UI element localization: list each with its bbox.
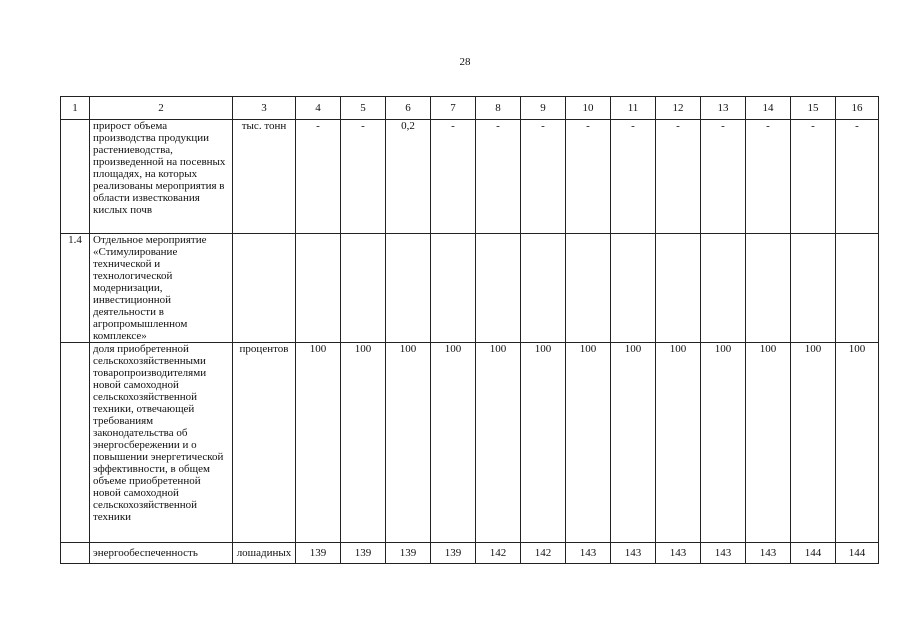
value-cell — [431, 234, 476, 343]
value-cell: 100 — [296, 343, 341, 543]
column-header: 10 — [566, 97, 611, 120]
indicators-table — [60, 96, 879, 564]
indicator-description: энергообеспеченность — [90, 543, 233, 564]
value-cell: 143 — [746, 543, 791, 564]
column-header: 7 — [431, 97, 476, 120]
value-cell: 100 — [431, 343, 476, 543]
value-cell — [836, 234, 879, 343]
column-header: 11 — [611, 97, 656, 120]
value-cell: 100 — [611, 343, 656, 543]
row-number — [61, 343, 90, 543]
column-header: 1 — [61, 97, 90, 120]
value-cell: - — [296, 120, 341, 234]
table-row — [61, 343, 879, 543]
column-header: 9 — [521, 97, 566, 120]
unit-cell — [233, 234, 296, 343]
unit-cell: процентов — [233, 343, 296, 543]
value-cell: - — [701, 120, 746, 234]
header-row — [61, 97, 879, 120]
value-cell: 143 — [566, 543, 611, 564]
value-cell: 142 — [521, 543, 566, 564]
column-header: 2 — [90, 97, 233, 120]
value-cell: 100 — [476, 343, 521, 543]
column-header: 15 — [791, 97, 836, 120]
column-header: 13 — [701, 97, 746, 120]
value-cell: - — [566, 120, 611, 234]
column-header: 5 — [341, 97, 386, 120]
value-cell: 139 — [386, 543, 431, 564]
indicator-description: Отдельное мероприятие «Стимулирование технической и технологической модернизации, инвестиционной деятельности в агропромышленном комплексе» — [90, 234, 233, 343]
value-cell: - — [611, 120, 656, 234]
value-cell: - — [836, 120, 879, 234]
value-cell: - — [656, 120, 701, 234]
value-cell — [611, 234, 656, 343]
column-header: 16 — [836, 97, 879, 120]
row-number — [61, 120, 90, 234]
value-cell: 100 — [701, 343, 746, 543]
page-number: 28 — [459, 56, 471, 68]
value-cell: 144 — [836, 543, 879, 564]
value-cell — [386, 234, 431, 343]
value-cell: 143 — [656, 543, 701, 564]
value-cell — [656, 234, 701, 343]
indicator-description: прирост объема производства продукции растениеводства, произведенной на посевных площадях, на которых реализованы мероприятия в области известкования кислых почв — [90, 120, 233, 234]
value-cell: - — [341, 120, 386, 234]
value-cell: 0,2 — [386, 120, 431, 234]
value-cell: 100 — [566, 343, 611, 543]
unit-cell: лошадиных — [233, 543, 296, 564]
value-cell — [701, 234, 746, 343]
value-cell — [566, 234, 611, 343]
indicator-description: доля приобретенной сельскохозяйственными товаропроизводителями новой самоходной сельскохозяйственной техники, отвечающей требованиям законодательства об энергосбережении и о повышении энергетической эффективности, в общем объеме приобретенной новой самоходной сельскохозяйственной техники — [90, 343, 233, 543]
value-cell: - — [746, 120, 791, 234]
value-cell — [791, 234, 836, 343]
row-number: 1.4 — [61, 234, 90, 343]
value-cell: 144 — [791, 543, 836, 564]
column-header: 8 — [476, 97, 521, 120]
value-cell: 142 — [476, 543, 521, 564]
value-cell: - — [521, 120, 566, 234]
column-header: 14 — [746, 97, 791, 120]
value-cell: 100 — [341, 343, 386, 543]
value-cell: 100 — [656, 343, 701, 543]
value-cell: 139 — [431, 543, 476, 564]
value-cell: 143 — [701, 543, 746, 564]
value-cell: 100 — [521, 343, 566, 543]
value-cell — [746, 234, 791, 343]
table-row — [61, 234, 879, 343]
value-cell — [476, 234, 521, 343]
value-cell — [341, 234, 386, 343]
value-cell — [296, 234, 341, 343]
value-cell: - — [791, 120, 836, 234]
value-cell: 143 — [611, 543, 656, 564]
value-cell: 100 — [386, 343, 431, 543]
value-cell: 100 — [746, 343, 791, 543]
row-number — [61, 543, 90, 564]
value-cell — [521, 234, 566, 343]
column-header: 12 — [656, 97, 701, 120]
value-cell: 139 — [341, 543, 386, 564]
value-cell: - — [476, 120, 521, 234]
unit-cell: тыс. тонн — [233, 120, 296, 234]
column-header: 3 — [233, 97, 296, 120]
value-cell: - — [431, 120, 476, 234]
column-header: 6 — [386, 97, 431, 120]
column-header: 4 — [296, 97, 341, 120]
value-cell: 139 — [296, 543, 341, 564]
value-cell: 100 — [836, 343, 879, 543]
table-row — [61, 120, 879, 234]
value-cell: 100 — [791, 343, 836, 543]
table-row — [61, 543, 879, 564]
